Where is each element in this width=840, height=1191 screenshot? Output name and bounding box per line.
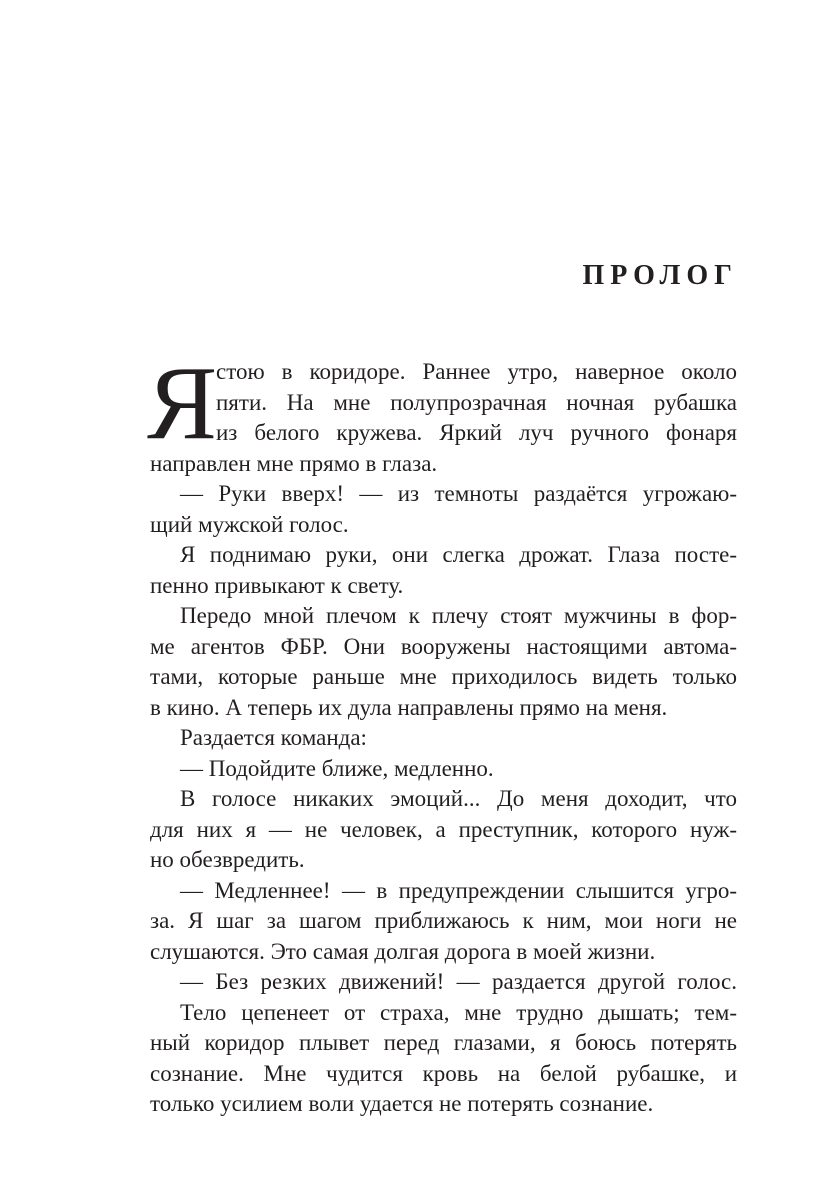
text-line: ный коридор плывет перед глазами, я боюсь потерять bbox=[150, 1030, 737, 1055]
text-line: В голосе никаких эмоций... До меня доходит, что bbox=[180, 786, 737, 811]
text-line: Передо мной плечом к плечу стоят мужчины в фор- bbox=[180, 603, 737, 628]
text-line: щий мужской голос. bbox=[150, 511, 349, 537]
chapter-title: ПРОЛОГ bbox=[582, 260, 738, 291]
text-line: Раздается команда: bbox=[180, 725, 367, 750]
text-line: пяти. На мне полупрозрачная ночная рубашка bbox=[216, 389, 737, 415]
text-line: тами, которые раньше мне приходилось видеть только bbox=[150, 664, 737, 689]
text-line: пенно привыкают к свету. bbox=[150, 572, 404, 598]
text-line: сознание. Мне чудится кровь на белой рубашке, и bbox=[150, 1060, 737, 1086]
text-line: но обезвредить. bbox=[150, 847, 305, 872]
text-line: за. Я шаг за шагом приближаюсь к ним, мои ноги не bbox=[150, 908, 737, 933]
text-line: слушаются. Это самая долгая дорога в моей жизни. bbox=[150, 938, 656, 964]
text-line: — Медленнее! — в предупреждении слышится угро- bbox=[180, 877, 737, 903]
text-line: — Подойдите ближе, медленно. bbox=[180, 755, 494, 781]
text-line: — Без резких движений! — раздается другой голос. bbox=[180, 969, 737, 994]
drop-cap: Я bbox=[147, 344, 218, 461]
text-line: Тело цепенеет от страха, мне трудно дышать; тем- bbox=[180, 999, 737, 1025]
text-line: — Руки вверх! — из темноты раздаётся угрожаю- bbox=[180, 481, 737, 506]
text-line: направлен мне прямо в глаза. bbox=[150, 450, 438, 476]
text-line: для них я — не человек, а преступник, которого нуж- bbox=[150, 816, 737, 842]
text-line: из белого кружева. Яркий луч ручного фонаря bbox=[216, 420, 737, 445]
text-line: ме агентов ФБР. Они вооружены настоящими автома- bbox=[150, 633, 737, 659]
text-line: в кино. А теперь их дула направлены прямо на меня. bbox=[150, 694, 668, 720]
text-line: Я поднимаю руки, они слегка дрожат. Глаза посте- bbox=[180, 542, 737, 567]
text-line: стою в коридоре. Раннее утро, наверное около bbox=[216, 359, 737, 384]
body-text bbox=[147, 344, 737, 1120]
text-line: только усилием воли удается не потерять сознание. bbox=[150, 1091, 654, 1116]
